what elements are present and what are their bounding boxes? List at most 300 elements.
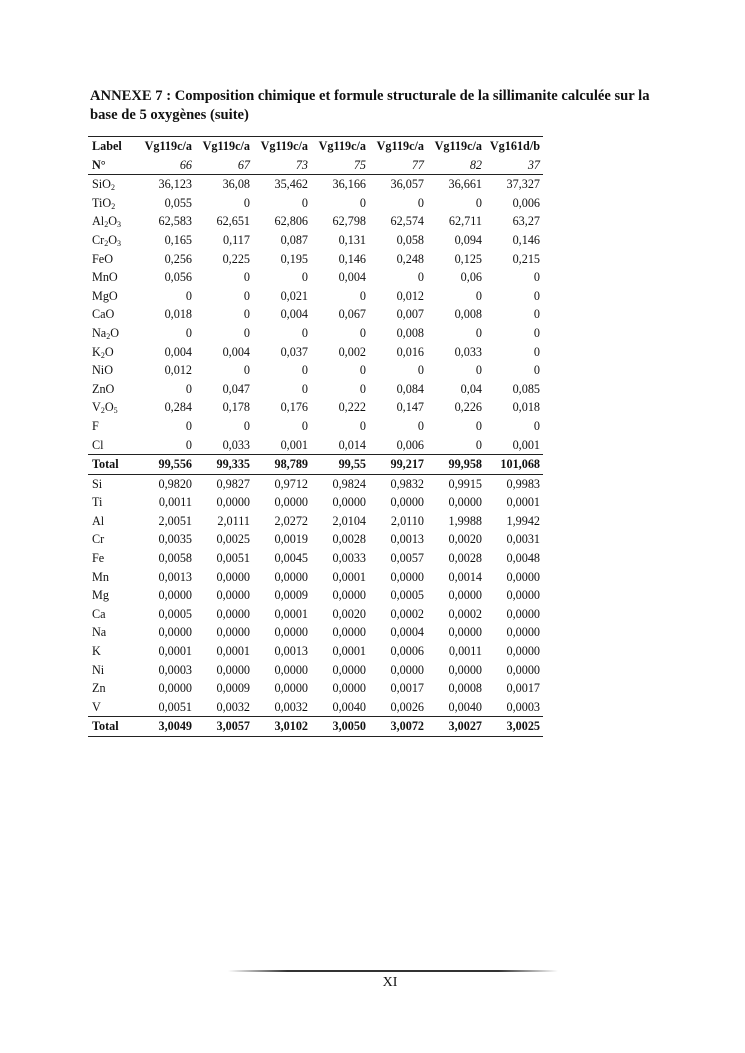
cation-value-cell: 0,0000 — [274, 681, 308, 696]
oxide-value-cell: 0,004 — [280, 307, 308, 322]
oxide-value-cell: 0 — [185, 325, 192, 340]
oxide-row — [88, 417, 543, 436]
oxide-row — [88, 212, 543, 231]
total-value-cell: 3,0102 — [253, 717, 311, 737]
oxide-label — [88, 305, 137, 324]
cation-value-cell: 0,0048 — [506, 551, 540, 566]
oxide-formula-base: Al — [92, 214, 105, 229]
oxide-value-cell: 62,711 — [448, 214, 482, 229]
cation-value-cell: 0,0000 — [158, 681, 192, 696]
oxide-formula-subscript: 3 — [117, 238, 121, 248]
oxide-value-cell: 0,225 — [222, 251, 250, 266]
cation-row — [88, 642, 543, 661]
oxide-formula-oxygen: O — [104, 400, 114, 415]
oxide-value-cell: 0 — [301, 418, 308, 433]
header-row-labels — [88, 137, 543, 156]
cation-value-cell: 0,0000 — [506, 662, 540, 677]
oxide-value-cell: 0 — [243, 270, 250, 285]
cation-value-cell: 0,0000 — [390, 495, 424, 510]
oxide-label — [88, 250, 137, 269]
cation-value-cell: 0,0000 — [216, 606, 250, 621]
oxide-formula-oxygen: O — [104, 344, 114, 359]
cation-label: V — [92, 699, 101, 714]
cation-label: Al — [92, 513, 105, 528]
header-label-cell: Label — [88, 137, 137, 156]
cation-value-cell: 2,0051 — [158, 513, 192, 528]
cation-value-cell: 0,9712 — [274, 476, 308, 491]
oxide-value-cell: 36,166 — [332, 177, 366, 192]
oxide-value-cell: 0 — [243, 288, 250, 303]
column-header-number: 37 — [485, 156, 543, 175]
oxide-value-cell: 0,117 — [223, 232, 250, 247]
cation-section — [88, 474, 543, 736]
oxide-value-cell: 0 — [475, 437, 482, 452]
cation-value-cell: 0,0000 — [390, 662, 424, 677]
oxide-formula-base: V — [92, 400, 101, 415]
oxide-row — [88, 380, 543, 399]
cation-value-cell: 0,0000 — [506, 644, 540, 659]
oxide-value-cell: 0,06 — [460, 270, 482, 285]
total-value-cell: 99,958 — [427, 455, 485, 475]
oxide-value-cell: 0 — [417, 418, 424, 433]
cation-value-cell: 0,0000 — [506, 625, 540, 640]
oxide-value-cell: 0,146 — [512, 232, 540, 247]
total-value-cell: 3,0049 — [137, 717, 195, 737]
oxide-label — [88, 324, 137, 343]
cation-value-cell: 0,0000 — [274, 495, 308, 510]
oxide-formula-base: MnO — [92, 270, 118, 285]
oxide-value-cell: 0 — [359, 381, 366, 396]
oxide-value-cell: 0,178 — [222, 400, 250, 415]
oxide-formula-base: NiO — [92, 363, 113, 378]
oxide-value-cell: 0,055 — [164, 195, 192, 210]
oxide-value-cell: 0 — [359, 418, 366, 433]
composition-table — [88, 136, 543, 737]
cation-value-cell: 0,0000 — [448, 588, 482, 603]
cation-value-cell: 0,9827 — [216, 476, 250, 491]
oxide-row — [88, 287, 543, 306]
oxide-value-cell: 0,222 — [338, 400, 366, 415]
oxide-value-cell: 0 — [533, 325, 540, 340]
cation-value-cell: 0,0000 — [448, 495, 482, 510]
oxide-label — [88, 380, 137, 399]
column-header-number: 77 — [369, 156, 427, 175]
composition-table-container — [88, 136, 543, 737]
oxide-value-cell: 0 — [533, 307, 540, 322]
cation-value-cell: 0,0003 — [158, 662, 192, 677]
cation-value-cell: 0,0000 — [332, 495, 366, 510]
total-value-cell: 101,068 — [485, 455, 543, 475]
cation-value-cell: 0,0035 — [158, 532, 192, 547]
cation-value-cell: 0,0000 — [216, 569, 250, 584]
cation-label: K — [92, 644, 101, 659]
cation-value-cell: 0,0008 — [448, 681, 482, 696]
oxide-row — [88, 324, 543, 343]
oxide-value-cell: 0,012 — [396, 288, 424, 303]
oxide-value-cell: 0 — [243, 363, 250, 378]
cation-row — [88, 698, 543, 717]
footer-divider — [228, 970, 558, 972]
oxide-value-cell: 0,008 — [396, 325, 424, 340]
oxide-label — [88, 231, 137, 250]
oxide-row — [88, 231, 543, 250]
cation-value-cell: 0,0006 — [390, 644, 424, 659]
cation-value-cell: 0,0000 — [332, 681, 366, 696]
oxide-formula-base: FeO — [92, 251, 113, 266]
oxide-value-cell: 0,014 — [338, 437, 366, 452]
oxide-value-cell: 0,087 — [280, 232, 308, 247]
cation-value-cell: 0,0020 — [332, 606, 366, 621]
cation-label: Ca — [92, 606, 106, 621]
oxide-value-cell: 0,058 — [396, 232, 424, 247]
cation-value-cell: 0,0028 — [332, 532, 366, 547]
oxide-value-cell: 0,021 — [280, 288, 308, 303]
cation-value-cell: 0,0009 — [216, 681, 250, 696]
oxide-row — [88, 175, 543, 194]
cation-value-cell: 0,0001 — [332, 569, 366, 584]
cation-value-cell: 0,0001 — [506, 495, 540, 510]
oxide-formula-oxygen: O — [108, 232, 117, 247]
oxide-value-cell: 0,033 — [454, 344, 482, 359]
header-row-numbers — [88, 156, 543, 175]
header-number-cell: N° — [88, 156, 137, 175]
column-header-label: Vg119c/a — [195, 137, 253, 156]
cation-row — [88, 568, 543, 587]
total-value-cell: 99,335 — [195, 455, 253, 475]
oxide-value-cell: 62,651 — [216, 214, 250, 229]
oxide-value-cell: 0,284 — [164, 400, 192, 415]
cation-value-cell: 0,0017 — [390, 681, 424, 696]
oxide-value-cell: 0,176 — [280, 400, 308, 415]
oxide-value-cell: 0 — [475, 288, 482, 303]
oxide-label — [88, 417, 137, 436]
cation-value-cell: 0,0058 — [158, 551, 192, 566]
oxide-row — [88, 305, 543, 324]
total-value-cell: 3,0050 — [311, 717, 369, 737]
oxide-value-cell: 62,806 — [274, 214, 308, 229]
cation-value-cell: 0,0000 — [216, 662, 250, 677]
cation-value-cell: 0,0020 — [448, 532, 482, 547]
oxide-formula-base: SiO — [92, 177, 111, 192]
oxide-value-cell: 0 — [475, 195, 482, 210]
cation-row — [88, 493, 543, 512]
cation-value-cell: 0,0000 — [158, 625, 192, 640]
oxide-formula-oxygen: O — [110, 325, 120, 340]
oxide-label — [88, 268, 137, 287]
cation-value-cell: 0,0040 — [448, 699, 482, 714]
oxide-formula-base: MgO — [92, 288, 118, 303]
column-header-label: Vg161d/b — [485, 137, 543, 156]
column-header-label: Vg119c/a — [427, 137, 485, 156]
column-header-number: 73 — [253, 156, 311, 175]
cation-row — [88, 605, 543, 624]
cation-value-cell: 0,0000 — [332, 625, 366, 640]
total-label: Total — [88, 455, 137, 475]
oxide-value-cell: 0,215 — [512, 251, 540, 266]
cation-label: Ni — [92, 662, 105, 677]
cation-label: Na — [92, 625, 107, 640]
cation-value-cell: 0,0000 — [448, 625, 482, 640]
oxide-value-cell: 0,018 — [512, 400, 540, 415]
cation-value-cell: 0,0025 — [216, 532, 250, 547]
oxide-value-cell: 0,248 — [396, 251, 424, 266]
cation-value-cell: 0,0000 — [216, 588, 250, 603]
oxide-value-cell: 0 — [475, 363, 482, 378]
oxide-value-cell: 0,007 — [396, 307, 424, 322]
cation-row — [88, 474, 543, 493]
cation-value-cell: 0,0011 — [158, 495, 192, 510]
oxide-value-cell: 0 — [243, 418, 250, 433]
cation-value-cell: 0,0001 — [274, 606, 308, 621]
oxide-value-cell: 62,583 — [158, 214, 192, 229]
oxide-label — [88, 361, 137, 380]
oxide-value-cell: 0,018 — [164, 307, 192, 322]
oxide-formula-base: F — [92, 418, 99, 433]
cation-value-cell: 0,0019 — [274, 532, 308, 547]
oxide-value-cell: 0 — [359, 288, 366, 303]
oxide-section — [88, 175, 543, 475]
oxide-label — [88, 212, 137, 231]
oxide-value-cell: 0,131 — [338, 232, 366, 247]
cation-label: Si — [92, 476, 103, 491]
oxide-value-cell: 0 — [359, 363, 366, 378]
oxide-value-cell: 0,016 — [396, 344, 424, 359]
total-value-cell: 3,0025 — [485, 717, 543, 737]
oxide-value-cell: 0 — [533, 288, 540, 303]
oxide-formula-base: TiO — [92, 195, 112, 210]
total-value-cell: 99,217 — [369, 455, 427, 475]
total-value-cell: 99,556 — [137, 455, 195, 475]
cation-value-cell: 2,0272 — [274, 513, 308, 528]
oxide-value-cell: 0,004 — [222, 344, 250, 359]
oxide-formula-subscript: 2 — [104, 238, 109, 248]
oxide-value-cell: 36,123 — [158, 177, 192, 192]
oxide-value-cell: 0,047 — [222, 381, 250, 396]
oxide-formula-base: Na — [92, 325, 107, 340]
column-header-number: 66 — [137, 156, 195, 175]
cation-row — [88, 586, 543, 605]
oxide-value-cell: 35,462 — [274, 177, 308, 192]
oxide-value-cell: 0 — [475, 418, 482, 433]
cation-value-cell: 0,0051 — [158, 699, 192, 714]
oxide-value-cell: 62,798 — [332, 214, 366, 229]
oxide-formula-base: ZnO — [92, 381, 115, 396]
cation-value-cell: 0,0003 — [506, 699, 540, 714]
oxide-value-cell: 0,084 — [396, 381, 424, 396]
oxide-formula-subscript: 2 — [104, 220, 109, 230]
oxide-value-cell: 0 — [533, 270, 540, 285]
oxide-value-cell: 0,004 — [338, 270, 366, 285]
cation-value-cell: 0,0057 — [390, 551, 424, 566]
cation-value-cell: 0,0011 — [448, 644, 482, 659]
cation-value-cell: 0,0000 — [216, 495, 250, 510]
cation-value-cell: 0,0000 — [506, 588, 540, 603]
cation-label: Fe — [92, 551, 105, 566]
cation-label: Ti — [92, 495, 103, 510]
cation-row — [88, 623, 543, 642]
cation-value-cell: 0,0013 — [158, 569, 192, 584]
oxide-formula-oxygen: O — [108, 214, 117, 229]
oxide-value-cell: 0 — [359, 325, 366, 340]
oxide-formula-base: Cr — [92, 232, 105, 247]
cation-value-cell: 0,0000 — [332, 588, 366, 603]
column-header-label: Vg119c/a — [311, 137, 369, 156]
oxide-formula-subscript: 5 — [113, 406, 118, 416]
oxide-value-cell: 0,002 — [338, 344, 366, 359]
total-value-cell: 3,0027 — [427, 717, 485, 737]
oxide-value-cell: 0 — [243, 325, 250, 340]
oxide-row — [88, 361, 543, 380]
cation-value-cell: 2,0111 — [217, 513, 250, 528]
cation-value-cell: 0,0000 — [506, 569, 540, 584]
oxide-formula-subscript: 2 — [111, 201, 116, 211]
cation-value-cell: 0,0013 — [274, 644, 308, 659]
oxide-value-cell: 0,146 — [338, 251, 366, 266]
oxide-row — [88, 250, 543, 269]
cation-value-cell: 0,0045 — [274, 551, 308, 566]
column-header-label: Vg119c/a — [253, 137, 311, 156]
cation-value-cell: 0,0013 — [390, 532, 424, 547]
cation-value-cell: 0,0009 — [274, 588, 308, 603]
oxide-value-cell: 0,056 — [164, 270, 192, 285]
oxide-value-cell: 0 — [243, 195, 250, 210]
cation-value-cell: 0,0000 — [390, 569, 424, 584]
total-value-cell: 3,0057 — [195, 717, 253, 737]
total-value-cell: 3,0072 — [369, 717, 427, 737]
cation-value-cell: 0,0033 — [332, 551, 366, 566]
cation-total-row — [88, 717, 543, 737]
oxide-formula-base: CaO — [92, 307, 115, 322]
cation-value-cell: 0,0001 — [158, 644, 192, 659]
oxide-row — [88, 268, 543, 287]
oxide-value-cell: 0 — [533, 363, 540, 378]
cation-value-cell: 2,0110 — [390, 513, 424, 528]
cation-value-cell: 0,0031 — [506, 532, 540, 547]
cation-value-cell: 2,0104 — [332, 513, 366, 528]
cation-row — [88, 512, 543, 531]
oxide-value-cell: 0 — [185, 437, 192, 452]
cation-value-cell: 0,0000 — [274, 569, 308, 584]
cation-value-cell: 0,0014 — [448, 569, 482, 584]
cation-value-cell: 0,0028 — [448, 551, 482, 566]
oxide-value-cell: 0 — [301, 195, 308, 210]
cation-value-cell: 0,0032 — [274, 699, 308, 714]
cation-value-cell: 0,9983 — [506, 476, 540, 491]
oxide-value-cell: 0,006 — [512, 195, 540, 210]
cation-value-cell: 0,0000 — [448, 662, 482, 677]
column-header-number: 67 — [195, 156, 253, 175]
oxide-value-cell: 0,256 — [164, 251, 192, 266]
oxide-total-row — [88, 455, 543, 475]
oxide-value-cell: 0,04 — [460, 381, 482, 396]
oxide-value-cell: 0 — [301, 325, 308, 340]
oxide-value-cell: 0,008 — [454, 307, 482, 322]
oxide-value-cell: 0,085 — [512, 381, 540, 396]
oxide-value-cell: 0,004 — [164, 344, 192, 359]
cation-value-cell: 0,0000 — [332, 662, 366, 677]
cation-value-cell: 0,9832 — [390, 476, 424, 491]
oxide-value-cell: 62,574 — [390, 214, 424, 229]
oxide-value-cell: 0 — [185, 418, 192, 433]
cation-value-cell: 0,0002 — [390, 606, 424, 621]
oxide-value-cell: 0 — [417, 270, 424, 285]
oxide-value-cell: 0,165 — [164, 232, 192, 247]
oxide-value-cell: 36,057 — [390, 177, 424, 192]
oxide-formula-subscript: 2 — [100, 406, 105, 416]
oxide-value-cell: 36,661 — [448, 177, 482, 192]
oxide-formula-subscript: 2 — [110, 183, 115, 193]
cation-value-cell: 0,0001 — [216, 644, 250, 659]
oxide-value-cell: 0,226 — [454, 400, 482, 415]
oxide-label — [88, 343, 137, 362]
oxide-value-cell: 63,27 — [512, 214, 540, 229]
cation-row — [88, 549, 543, 568]
oxide-value-cell: 0 — [417, 363, 424, 378]
oxide-value-cell: 0,006 — [396, 437, 424, 452]
cation-label: Mg — [92, 588, 109, 603]
cation-value-cell: 0,0000 — [274, 662, 308, 677]
oxide-value-cell: 0 — [243, 307, 250, 322]
oxide-value-cell: 0,037 — [280, 344, 308, 359]
cation-label: Mn — [92, 569, 109, 584]
oxide-row — [88, 398, 543, 417]
column-header-number: 82 — [427, 156, 485, 175]
oxide-value-cell: 37,327 — [506, 177, 540, 192]
cation-row — [88, 679, 543, 698]
cation-label: Cr — [92, 532, 105, 547]
cation-value-cell: 0,0000 — [158, 588, 192, 603]
oxide-label — [88, 398, 137, 417]
column-header-label: Vg119c/a — [137, 137, 195, 156]
oxide-value-cell: 0,067 — [338, 307, 366, 322]
oxide-value-cell: 0 — [185, 381, 192, 396]
total-value-cell: 99,55 — [311, 455, 369, 475]
oxide-value-cell: 0,147 — [396, 400, 424, 415]
oxide-label — [88, 436, 137, 455]
oxide-value-cell: 0 — [533, 418, 540, 433]
oxide-value-cell: 0,001 — [280, 437, 308, 452]
cation-value-cell: 0,0017 — [506, 681, 540, 696]
cation-value-cell: 0,9820 — [158, 476, 192, 491]
column-header-label: Vg119c/a — [369, 137, 427, 156]
oxide-value-cell: 36,08 — [222, 177, 250, 192]
oxide-value-cell: 0 — [301, 363, 308, 378]
oxide-value-cell: 0 — [301, 381, 308, 396]
cation-value-cell: 0,0002 — [448, 606, 482, 621]
oxide-formula-subscript: 2 — [106, 331, 111, 341]
cation-value-cell: 1,9988 — [448, 513, 482, 528]
oxide-label — [88, 194, 137, 213]
oxide-label — [88, 287, 137, 306]
cation-value-cell: 0,0005 — [158, 606, 192, 621]
cation-row — [88, 530, 543, 549]
cation-value-cell: 0,0005 — [390, 588, 424, 603]
cation-value-cell: 0,0000 — [506, 606, 540, 621]
cation-value-cell: 0,0001 — [332, 644, 366, 659]
cation-value-cell: 0,0040 — [332, 699, 366, 714]
oxide-value-cell: 0,033 — [222, 437, 250, 452]
cation-row — [88, 661, 543, 680]
cation-label: Zn — [92, 681, 106, 696]
cation-value-cell: 0,0004 — [390, 625, 424, 640]
oxide-row — [88, 343, 543, 362]
oxide-value-cell: 0 — [185, 288, 192, 303]
oxide-formula-base: Cl — [92, 437, 104, 452]
oxide-label — [88, 175, 137, 194]
annex-title: ANNEXE 7 : Composition chimique et formule structurale de la sillimanite calculée sur la base de 5 oxygènes (suite) — [90, 88, 650, 123]
cation-value-cell: 0,0051 — [216, 551, 250, 566]
oxide-formula-subscript: 2 — [100, 350, 105, 360]
